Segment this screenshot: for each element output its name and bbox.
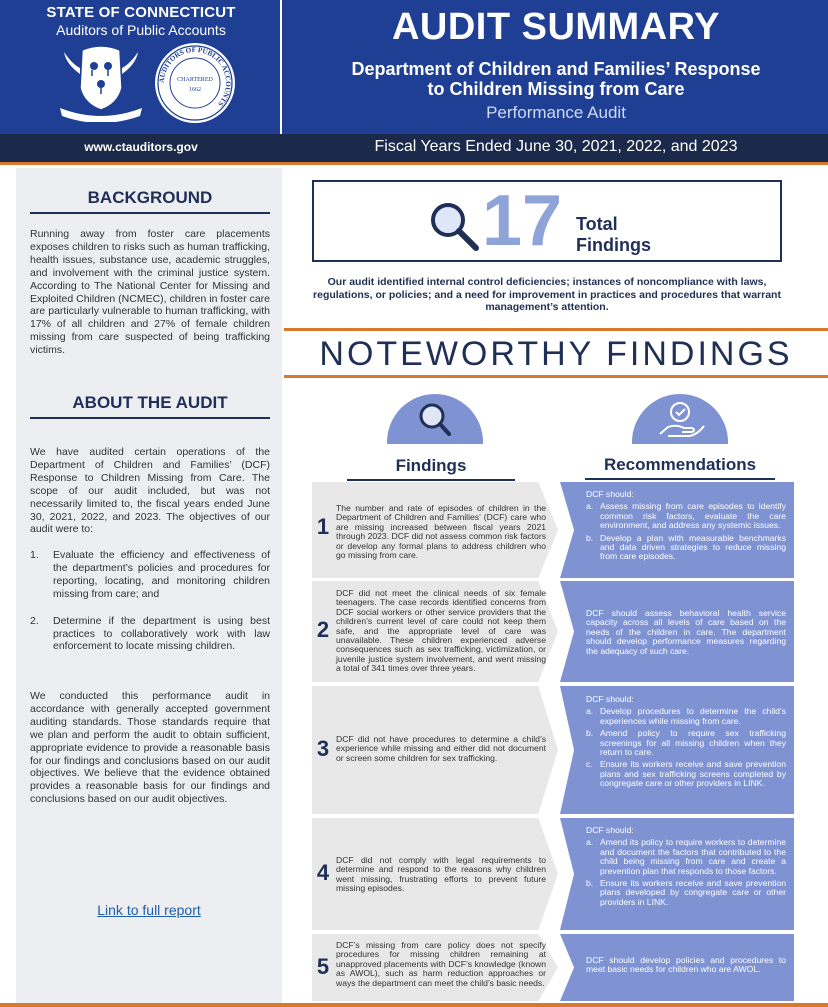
findings-icon-badge <box>387 394 483 444</box>
total-label-line-2: Findings <box>576 235 651 255</box>
finding-number: 1 <box>316 514 330 539</box>
objective-number: 2. <box>30 614 39 627</box>
noteworthy-banner <box>284 328 828 378</box>
objectives-list <box>30 549 270 667</box>
finding-row <box>312 934 794 1001</box>
subtitle-line-1: Department of Children and Families’ Response <box>351 59 761 79</box>
recommendation-text <box>586 695 786 792</box>
recommendation-item-text: Ensure its workers receive and save prevention plans and sex trafficking screens completed by congregate care or other providers in LINK. <box>600 759 786 789</box>
sidebar <box>16 168 282 1007</box>
full-report-link[interactable]: Link to full report <box>97 902 201 918</box>
finding-row <box>312 482 794 578</box>
state-name: STATE OF CONNECTICUT <box>46 4 236 21</box>
office-name: Auditors of Public Accounts <box>56 22 226 38</box>
bottom-accent-line <box>0 1003 828 1007</box>
recommendation-letter: c. <box>586 759 593 770</box>
auditors-seal-icon <box>154 42 236 124</box>
total-findings-label <box>576 214 651 256</box>
total-label-line-1: Total <box>576 214 618 234</box>
recommendation-item-text: Amend its policy to require workers to determine and document the factors that contributed to the child being missing from care and create a prevention plan that responds to those factors. <box>600 837 786 876</box>
recommendation-item <box>586 707 786 726</box>
recommendation-text <box>586 956 786 978</box>
total-findings-box <box>312 180 782 262</box>
report-subtitle <box>284 59 828 99</box>
recommendations-icon-badge <box>632 394 728 444</box>
finding-number: 3 <box>316 736 330 761</box>
recommendation-item-text: Assess missing from care episodes to identify common risk factors, evaluate the care environment, and address any systemic issues. <box>600 501 786 531</box>
finding-text: DCF did not comply with legal requirements to determine and respond to the reasons why children went missing, frustrating efforts to prevent future missing episodes. <box>336 855 546 894</box>
finding-row <box>312 581 794 682</box>
state-crest-icon <box>56 44 146 122</box>
fiscal-years: Fiscal Years Ended June 30, 2021, 2022, and 2023 <box>374 138 738 155</box>
finding-row <box>312 686 794 814</box>
svg-text:AUDITORS OF PUBLIC ACCOUNTS: AUDITORS OF PUBLIC ACCOUNTS <box>157 45 233 108</box>
background-text: Running away from foster care placements exposes children to risks such as human trafficking, health issues, substance use, academic struggles, and involvement with the criminal justice system. According to The National Center for Missing and Exploited Children (NCMEC), children in foster care are particularly vulnerable to human trafficking, with 17% of all children and 27% of female children missing from care suspected of being trafficking victims. <box>30 228 270 357</box>
recommendation-item <box>586 502 786 530</box>
recommendation-lead: DCF should develop policies and procedures to meet basic needs for children who are AWOL. <box>586 955 786 975</box>
accent-divider <box>0 162 828 165</box>
recommendation-lead: DCF should assess behavioral health service capacity across all levels of care based on the needs of the children in care. The department should develop performance measures regarding the adequacy of such care. <box>586 608 786 656</box>
recommendation-letter: a. <box>586 501 594 512</box>
finding-text: DCF’s missing from care policy does not specify procedures for missing children remaining at unapproved placements with DCF’s knowledge (known as AWOL), such as harm reduction approaches or ways the department can meet the child’s basic needs. <box>336 940 546 988</box>
magnifier-icon <box>428 200 480 252</box>
total-findings-count: 17 <box>482 181 563 261</box>
objective-item <box>30 549 270 601</box>
recommendation-item <box>586 729 786 757</box>
recommendation-letter: b. <box>586 532 594 543</box>
recommendation-letter: b. <box>586 728 594 739</box>
magnifier-small-icon <box>387 394 483 444</box>
recommendation-item-text: Ensure its workers receive and save prevention plans developed by congregate care or other providers in LINK. <box>600 878 786 907</box>
background-heading: BACKGROUND <box>30 188 270 214</box>
recommendation-letter: a. <box>586 706 594 717</box>
recommendation-item <box>586 534 786 562</box>
objective-text: Determine if the department is using best practices to collaboratively work with law enforcement to locate missing children. <box>53 614 270 653</box>
recommendation-text <box>586 609 786 659</box>
conducted-text: We conducted this performance audit in accordance with generally accepted government auditing standards. Those standards require that we plan and perform the audit to obtain sufficient, appropriate evidence to provide a reasonable basis for our findings and conclusions based on our audit objectives. We believe that the evidence obtained provides a reasonable basis for our findings and conclusions based on our audit objectives. <box>30 690 270 806</box>
recommendations-heading-underline <box>585 478 775 480</box>
noteworthy-heading: NOTEWORTHY FINDINGS <box>319 335 793 373</box>
finding-text: DCF did not have procedures to determine a child’s experience while missing and either did not document or screen some children for sex trafficking. <box>336 734 546 763</box>
website-url[interactable]: www.ctauditors.gov <box>84 140 198 154</box>
header-agency-panel <box>0 0 282 134</box>
recommendation-lead: DCF should: <box>586 489 634 499</box>
recommendation-item <box>586 838 786 876</box>
recommendations-column-heading: Recommendations <box>603 455 757 474</box>
header <box>0 0 828 134</box>
recommendation-item <box>586 879 786 907</box>
recommendation-text <box>586 490 786 565</box>
recommendation-lead: DCF should: <box>586 825 634 835</box>
hand-badge-icon <box>632 394 728 444</box>
finding-number: 2 <box>316 617 330 642</box>
finding-number: 5 <box>316 954 330 979</box>
recommendation-text <box>586 826 786 910</box>
recommendation-item-text: Develop procedures to determine the child’s experiences while missing from care. <box>600 706 786 726</box>
recommendation-item <box>586 760 786 788</box>
finding-text: DCF did not meet the clinical needs of six female teenagers. The case records identified concerns from DCF social workers or other service providers that the children’s current level of care could not keep them safe, and the appropriate level of care was unavailable. These children experienced adverse consequences such as sex trafficking, victimization, or juvenile justice system involvement, and went missing a total of 341 times over three years. <box>336 588 546 674</box>
findings-heading-underline <box>347 479 515 481</box>
findings-column-heading: Findings <box>395 456 467 475</box>
info-bar <box>0 134 828 162</box>
svg-text:CHARTERED: CHARTERED <box>177 77 213 83</box>
objective-text: Evaluate the efficiency and effectiveness of the department’s policies and procedures for reporting, locating, and monitoring children missing from care; and <box>53 549 270 600</box>
recommendation-letter: b. <box>586 878 594 889</box>
finding-row <box>312 818 794 930</box>
finding-number: 4 <box>316 860 330 885</box>
recommendation-item-text: Amend policy to require sex trafficking screenings for all missing children when they return to care. <box>600 728 786 758</box>
recommendation-letter: a. <box>586 837 594 848</box>
about-text: We have audited certain operations of the Department of Children and Families’ (DCF) Response to Children Missing from Care. The scope of our audit included, but was not necessarily limited to, the fiscal years ended June 30, 2021, 2022, and 2023. The objectives of our audit were to: <box>30 446 270 536</box>
subtitle-line-2: to Children Missing from Care <box>427 79 685 99</box>
recommendation-lead: DCF should: <box>586 694 634 704</box>
page-title: AUDIT SUMMARY <box>391 6 721 48</box>
finding-text: The number and rate of episodes of children in the Department of Children and Families’ (DCF) care who are missing increased between fiscal years 2021 through 2023. DCF did not assess common risk factors or develop any formal plans to address children who go missing from care. <box>336 503 546 561</box>
about-heading: ABOUT THE AUDIT <box>30 393 270 419</box>
objective-item <box>30 615 270 654</box>
objective-number: 1. <box>30 549 39 561</box>
audit-type: Performance Audit <box>486 103 626 122</box>
recommendation-item-text: Develop a plan with measurable benchmarks and data driven strategies to reduce missing from care episodes. <box>600 532 786 562</box>
svg-text:1662: 1662 <box>189 87 201 93</box>
summary-description: Our audit identified internal control deficiencies; instances of noncompliance with laws, regulations, or policies; and a need for improvement in practices and procedures that warrant management’s attention. <box>313 276 781 313</box>
